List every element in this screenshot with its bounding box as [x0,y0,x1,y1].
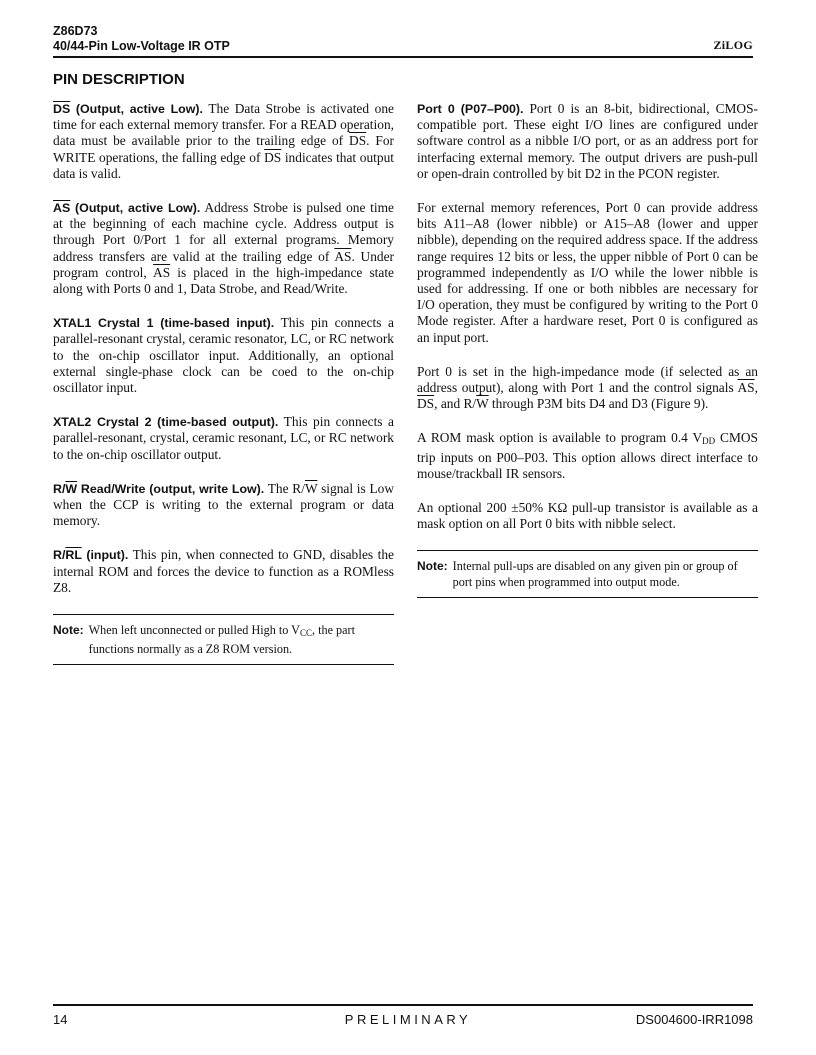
port0-3-text-b: , and R/ [434,396,477,412]
port0-3-signal-as: $\overline{AS}$ [737,380,755,396]
right-column [417,101,758,598]
xtal2-lead: XTAL2 Crystal 2 (time-based output). [53,415,279,430]
ds-signal-2: $\overline{DS}$ [349,133,367,149]
header-title [53,24,230,54]
as-text-b: . Under program control, [53,248,394,280]
right-note-text: Internal pull-ups are disabled on any given pin or group of port pins when programmed into output mode. [452,559,738,589]
header-part-number: Z86D73 [53,24,98,38]
rw-signal: $\overline{W}$ [304,480,318,496]
rrl-lead-prefix: R/ [53,548,66,563]
port0-3-text-c: through P3M bits D4 and D3 (Figure 9). [488,396,709,412]
rw-lead: Read/Write (output, write Low). [77,481,265,496]
ds-lead: (Output, active Low). [70,102,203,116]
as-paragraph [53,200,394,297]
left-note-subscript: CC [299,628,312,639]
port0-4-text-a: A ROM mask option is available to program 0.4 V [417,430,703,446]
page-number: 14 [53,1012,68,1027]
port0-3-text-a: Port 0 is set in the high-impedance mode (if selected as an address output), along with Port 1 and the control signals [417,363,758,396]
xtal1-lead: XTAL1 Crystal 1 (time-based input). [53,316,275,331]
footer-status: PRELIMINARY [344,1012,472,1027]
rw-lead-signal: $\overline{W}$ [65,481,78,496]
port0-paragraph-2: For external memory references, Port 0 can provide address bits A11–A8 (lower nibble) or A15–A8 (lower and upper nibble), depending on the required address space. If the address range requires 12 bits or less, the upper nibble of Port 0 can be programmed independently as I/O while the lower nibble is used for addressing. If one or both nibbles are necessary for I/O operation, they must be configured by writing to the Port 0 Mode register. After a hardware reset, Port 0 is configured as an input port. [417,200,758,345]
as-text-a: Address Strobe is pulsed one time at the beginning of each machine cycle. Address output is through Port 0/Port 1 for all external programs. Memory address transfers are valid at the trailing edge of [53,200,394,264]
left-note-label: Note: [53,623,84,638]
ds-signal: $\overline{DS}$ [53,102,71,116]
port0-paragraph-1 [417,101,758,182]
xtal1-text: This pin connects a parallel-resonant crystal, ceramic resonator, LC, or RC network to the on-chip oscillator input. Additionally, an optional external single-phase clock can be coed to the on-chip oscillator input. [53,315,394,396]
section-title: PIN DESCRIPTION [53,71,185,88]
port0-3-signal-ds: $\overline{DS}$ [417,396,435,412]
as-text-c: is placed in the high-impedance state along with Ports 0 and 1, Data Strobe, and Read/Write. [53,264,394,297]
rw-text-a: The R/ [264,480,305,496]
header-rule [53,56,753,58]
left-note-text-a: When left unconnected or pulled High to V [88,623,300,638]
document-number: DS004600-IRR1098 [635,1012,753,1027]
ds-text-b: . For WRITE operations, the falling edge of [53,133,394,165]
port0-paragraph-5: An optional 200 ±50% KΩ pull-up transistor is available as a mask option on all Port 0 bits with nibble select. [417,500,758,532]
left-column [53,101,394,665]
port0-paragraph-4 [417,430,758,482]
port0-lead: Port 0 (P07–P00). [417,102,524,116]
left-note-text [89,623,394,657]
ds-paragraph [53,101,394,182]
ds-signal-3: $\overline{DS}$ [264,149,282,165]
port0-3-signal-w: $\overline{W}$ [476,396,489,412]
as-lead: (Output, active Low). [70,201,201,216]
right-note [417,550,758,598]
as-signal-3: $\overline{AS}$ [153,264,171,280]
rrl-lead: (input). [81,548,129,563]
rw-lead-prefix: R/ [53,481,66,496]
port0-3-separator: , [754,380,758,396]
ds-text-c: indicates that output data is valid. [53,149,394,181]
as-signal-2: $\overline{AS}$ [334,248,352,264]
rrl-text: This pin, when connected to GND, disables the internal ROM and forces the device to function as a ROMless Z8. [53,547,395,595]
left-note [53,614,394,665]
rw-text-b: signal is Low when the CCP is writing to the external program or data memory. [53,480,394,529]
port0-4-subscript: DD [702,436,716,447]
right-note-label: Note: [417,559,448,574]
ds-text-a: The Data Strobe is activated one time for each external memory transfer. For a READ operation, data must be available prior to the trailing edge of [53,101,394,149]
xtal2-paragraph [53,414,394,463]
rrl-paragraph [53,547,394,596]
port0-text-1: Port 0 is an 8-bit, bidirectional, CMOS-compatible port. These eight I/O lines are configured under software control as a nibble I/O port, or as an address port for interfacing external memory. The output drivers are push-pull or open-drain controlled by bit D2 in the PCON register. [417,101,758,181]
xtal1-paragraph [53,315,394,396]
rrl-lead-signal: $\overline{RL}$ [65,548,82,563]
port0-paragraph-3 [417,364,758,413]
as-signal: $\overline{AS}$ [53,201,71,216]
rw-paragraph [53,481,394,530]
port0-4-text-b: CMOS trip inputs on P00–P03. This option allows direct interface to mouse/trackball IR sensors. [417,430,758,481]
xtal2-text: This pin connects a parallel-resonant, crystal, ceramic resonant, LC, or RC network to the on-chip oscillator output. [53,414,394,462]
header-subtitle: 40/44-Pin Low-Voltage IR OTP [53,39,230,53]
left-note-text-b: , the part functions normally as a Z8 ROM version. [88,623,355,656]
footer-rule [53,1004,753,1006]
header-brand: ZiLOG [713,38,753,52]
